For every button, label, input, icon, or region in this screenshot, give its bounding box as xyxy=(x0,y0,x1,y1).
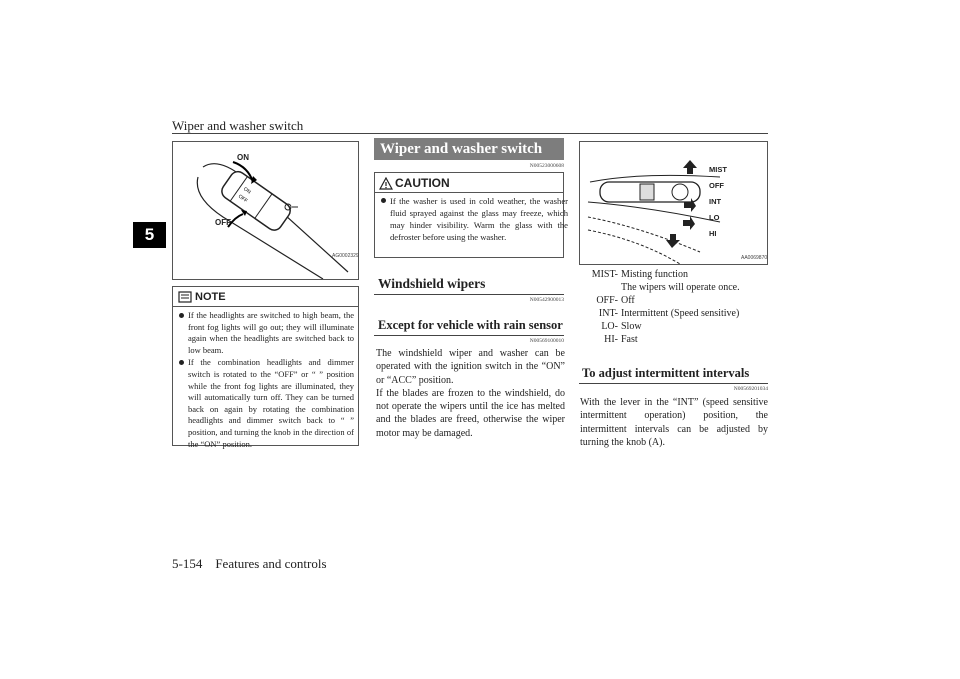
caution-heading-text: CAUTION xyxy=(395,176,450,190)
except-rain-paragraph-2: If the blades are frozen to the windshield, do not operate the wipers until the ice has melted and the blades are freed, otherwise the wiper motor may be damaged. xyxy=(376,387,565,439)
windshield-heading: Windshield wipers xyxy=(378,276,486,291)
wiper-figure-labels xyxy=(709,162,727,242)
section-banner: Wiper and washer switch xyxy=(374,138,564,160)
chapter-tab: 5 xyxy=(133,222,166,248)
note-item: If the combination headlights and dimmer switch is rotated to the “OFF” or “ ” position while the front fog lights are illuminated, they will automatically turn off. They can be turned back on again by rotating the combination headlights and dimmer switch back to “ ” position, and turning the knob in the direction of the “ON” position. xyxy=(178,357,354,450)
label-on: ON xyxy=(237,153,249,162)
caution-heading xyxy=(379,176,450,190)
except-rain-rule xyxy=(374,335,564,336)
mode-row-off xyxy=(578,294,768,307)
mode-key: HI- xyxy=(604,334,618,345)
except-rain-heading: Except for vehicle with rain sensor xyxy=(378,318,563,332)
label-int: INT xyxy=(709,197,722,206)
section-ref: N00523000608 xyxy=(529,163,564,169)
mode-row-int xyxy=(578,307,768,320)
mode-desc: Fast xyxy=(621,334,638,345)
note-box xyxy=(172,286,359,449)
caution-rule xyxy=(375,192,563,193)
figure-code: AG0002329 xyxy=(332,253,359,259)
caution-box xyxy=(374,172,568,258)
note-icon xyxy=(178,291,192,303)
svg-text:ON: ON xyxy=(242,186,252,196)
except-rain-ref: N00569100010 xyxy=(529,338,564,344)
intermittent-ref: N00569201034 xyxy=(733,386,768,392)
mode-desc-sub: The wipers will operate once. xyxy=(621,282,740,293)
mode-key: LO- xyxy=(601,321,618,332)
windshield-ref: N00542900013 xyxy=(529,297,564,303)
mode-desc: Intermittent (Speed sensitive) xyxy=(621,308,740,319)
mode-row-mist-sub xyxy=(578,281,768,294)
except-rain-body xyxy=(376,347,565,440)
label-off: OFF xyxy=(215,218,231,227)
mode-row-lo xyxy=(578,320,768,333)
mode-row-hi xyxy=(578,333,768,346)
wiper-lever-illustration xyxy=(580,142,767,264)
note-heading xyxy=(178,291,226,303)
note-rule xyxy=(173,306,358,307)
figure-code: AA0069870 xyxy=(741,255,768,261)
header-rule xyxy=(172,133,768,134)
label-hi: HI xyxy=(709,229,717,238)
intermittent-rule xyxy=(579,383,768,384)
caution-text: If the washer is used in cold weather, the washer fluid sprayed against the glass may freeze, which may hinder visibility. Warm the glass with the defroster before using the washer. xyxy=(380,195,568,243)
label-off: OFF xyxy=(709,181,724,190)
note-heading-text: NOTE xyxy=(195,291,226,303)
warning-triangle-icon xyxy=(379,177,393,190)
label-lo: LO xyxy=(709,213,720,222)
mode-desc: Misting function xyxy=(621,269,688,280)
svg-text:OFF: OFF xyxy=(236,193,249,205)
mode-key-spacer xyxy=(578,281,618,294)
label-mist: MIST xyxy=(709,165,727,174)
intermittent-heading: To adjust intermittent intervals xyxy=(582,366,750,380)
mode-key: MIST- xyxy=(591,269,618,280)
headlight-switch-figure xyxy=(172,141,359,280)
headlight-lever-illustration xyxy=(173,142,358,279)
page-footer: 5-154 Features and controls xyxy=(172,556,327,571)
intermittent-body: With the lever in the “INT” (speed sensitive intermittent operation) position, the intermittent intervals can be adjusted by turning the knob (A). xyxy=(580,397,768,448)
mode-key: INT- xyxy=(598,308,618,319)
except-rain-paragraph-1: The windshield wiper and washer can be operated with the ignition switch in the “ON” or “ACC” position. xyxy=(376,348,565,386)
page-header-title: Wiper and washer switch xyxy=(172,118,304,133)
mode-desc: Slow xyxy=(621,321,642,332)
note-list xyxy=(178,310,354,451)
mode-row-mist xyxy=(578,268,768,281)
windshield-rule xyxy=(374,294,564,295)
note-item: If the headlights are switched to high beam, the front fog lights will go out; they will illuminate again when the headlights are switched back to low beam. xyxy=(178,310,354,356)
wiper-switch-figure xyxy=(579,141,768,265)
mode-desc: Off xyxy=(621,295,635,306)
mode-key: OFF- xyxy=(596,295,618,306)
mode-list xyxy=(578,268,768,346)
